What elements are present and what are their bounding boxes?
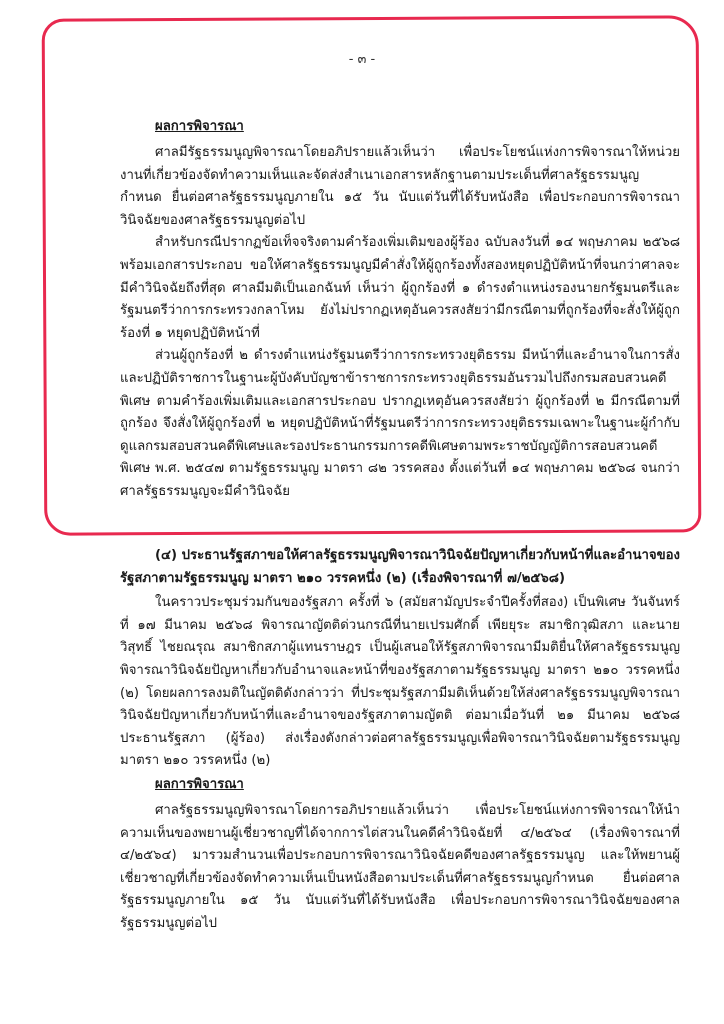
section-heading: ผลการพิจารณา xyxy=(155,776,244,792)
page-number: - ๓ - xyxy=(348,52,376,67)
paragraph: สำหรับกรณีปรากฏข้อเท็จจริงตามคำร้องเพิ่มเติมของผู้ร้อง ฉบับลงวันที่ ๑๔ พฤษภาคม ๒๕๖๘ พร้อมเอกสารประกอบ ขอให้ศาลรัฐธรรมนูญมีคำสั่งให้ผู้ถูกร้องทั้งสองหยุดปฏิบัติหน้าที่จนกว่าศาลจะมีคำวินิจฉัยถึงที่สุด ศาลมีมติเป็นเอกฉันท์ เห็นว่า ผู้ถูกร้องที่ ๑ ดำรงตำแหน่งรองนายกรัฐมนตรีและรัฐมนตรีว่าการกระทรวงกลาโหม ยังไม่ปรากฏเหตุอันควรสงสัยว่ามีกรณีตามที่ถูกร้องที่จะสั่งให้ผู้ถูกร้องที่ ๑ หยุดปฏิบัติหน้าที่ xyxy=(120,235,680,341)
section-heading: ผลการพิจารณา xyxy=(155,119,244,134)
paragraph: ส่วนผู้ถูกร้องที่ ๒ ดำรงตำแหน่งรัฐมนตรีว่าการกระทรวงยุติธรรม มีหน้าที่และอำนาจในการสั่งและปฏิบัติราชการในฐานะผู้บังคับบัญชาข้าราชการกระทรวงยุติธรรมอันรวมไปถึงกรมสอบสวนคดีพิเศษ ตามคำร้องเพิ่มเติมและเอกสารประกอบ ปรากฏเหตุอันควรสงสัยว่า ผู้ถูกร้องที่ ๒ มีกรณีตามที่ถูกร้อง จึงสั่งให้ผู้ถูกร้องที่ ๒ หยุดปฏิบัติหน้าที่รัฐมนตรีว่าการกระทรวงยุติธรรมเฉพาะในฐานะผู้กำกับดูแลกรมสอบสวนคดีพิเศษและรองประธานกรรมการคดีพิเศษตามพระราชบัญญัติการสอบสวนคดีพิเศษ พ.ศ. ๒๕๔๗ ตามรัฐธรรมนูญ มาตรา ๘๒ วรรคสอง ตั้งแต่วันที่ ๑๔ พฤษภาคม ๒๕๖๘ จนกว่าศาลรัฐธรรมนูญจะมีคำวินิจฉัย xyxy=(120,348,680,499)
section-case-4 xyxy=(120,545,680,936)
section-result-1 xyxy=(120,115,680,504)
paragraph: ศาลรัฐธรรมนูญพิจารณาโดยการอภิปรายแล้วเห็นว่า เพื่อประโยชน์แห่งการพิจารณาให้นำความเห็นของพยานผู้เชี่ยวชาญที่ได้จากการไต่สวนในคดีคำวินิจฉัยที่ ๔/๒๕๖๔ (เรื่องพิจารณาที่ ๔/๒๕๖๔) มารวมสำนวนเพื่อประกอบการพิจารณาวินิจฉัยคดีของศาลรัฐธรรมนูญ และให้พยานผู้เชี่ยวชาญที่เกี่ยวข้องจัดทำความเห็นเป็นหนังสือตามประเด็นที่ศาลรัฐธรรมนูญกำหนด ยื่นต่อศาลรัฐธรรมนูญภายใน ๑๕ วัน นับแต่วันที่ได้รับหนังสือ เพื่อประกอบการพิจารณาวินิจฉัยของศาลรัฐธรรมนูญต่อไป xyxy=(120,802,680,931)
paragraph: ศาลมีรัฐธรรมนูญพิจารณาโดยอภิปรายแล้วเห็นว่า เพื่อประโยชน์แห่งการพิจารณาให้หน่วยงานที่เกี่ยวข้องจัดทำความเห็นและจัดส่งสำเนาเอกสารหลักฐานตามประเด็นที่ศาลรัฐธรรมนูญกำหนด ยื่นต่อศาลรัฐธรรมนูญภายใน ๑๕ วัน นับแต่วันที่ได้รับหนังสือ เพื่อประกอบการพิจารณาวินิจฉัยของศาลรัฐธรรมนูญต่อไป xyxy=(120,145,680,228)
case-title: (๔) ประธานรัฐสภาขอให้ศาลรัฐธรรมนูญพิจารณาวินิจฉัยปัญหาเกี่ยวกับหน้าที่และอำนาจของรัฐสภาตามรัฐธรรมนูญ มาตรา ๒๑๐ วรรคหนึ่ง (๒) (เรื่องพิจารณาที่ ๗/๒๕๖๘) xyxy=(120,548,680,586)
paragraph: ในคราวประชุมร่วมกันของรัฐสภา ครั้งที่ ๖ (สมัยสามัญประจำปีครั้งที่สอง) เป็นพิเศษ วันจันทร์ที่ ๑๗ มีนาคม ๒๕๖๘ พิจารณาญัตติด่วนกรณีที่นายเปรมศักดิ์ เพียยุระ สมาชิกวุฒิสภา และนายวิสุทธิ์ ไชยณรุณ สมาชิกสภาผู้แทนราษฎร เป็นผู้เสนอให้รัฐสภาพิจารณามีมติยื่นให้ศาลรัฐธรรมนูญพิจารณาวินิจฉัยปัญหาเกี่ยวกับอำนาจและหน้าที่ของรัฐสภาตามรัฐธรรมนูญ มาตรา ๒๑๐ วรรคหนึ่ง (๒) โดยผลการลงมติในญัตติดังกล่าวว่า ที่ประชุมรัฐสภามีมติเห็นด้วยให้ส่งศาลรัฐธรรมนูญพิจารณาวินิจฉัยปัญหาเกี่ยวกับหน้าที่และอำนาจของรัฐสภาตามญัตติ ต่อมาเมื่อวันที่ ๒๑ มีนาคม ๒๕๖๘ ประธานรัฐสภา (ผู้ร้อง) ส่งเรื่องดังกล่าวต่อศาลรัฐธรรมนูญเพื่อพิจารณาวินิจฉัยตามรัฐธรรมนูญ มาตรา ๒๑๐ วรรคหนึ่ง (๒) xyxy=(120,595,680,769)
